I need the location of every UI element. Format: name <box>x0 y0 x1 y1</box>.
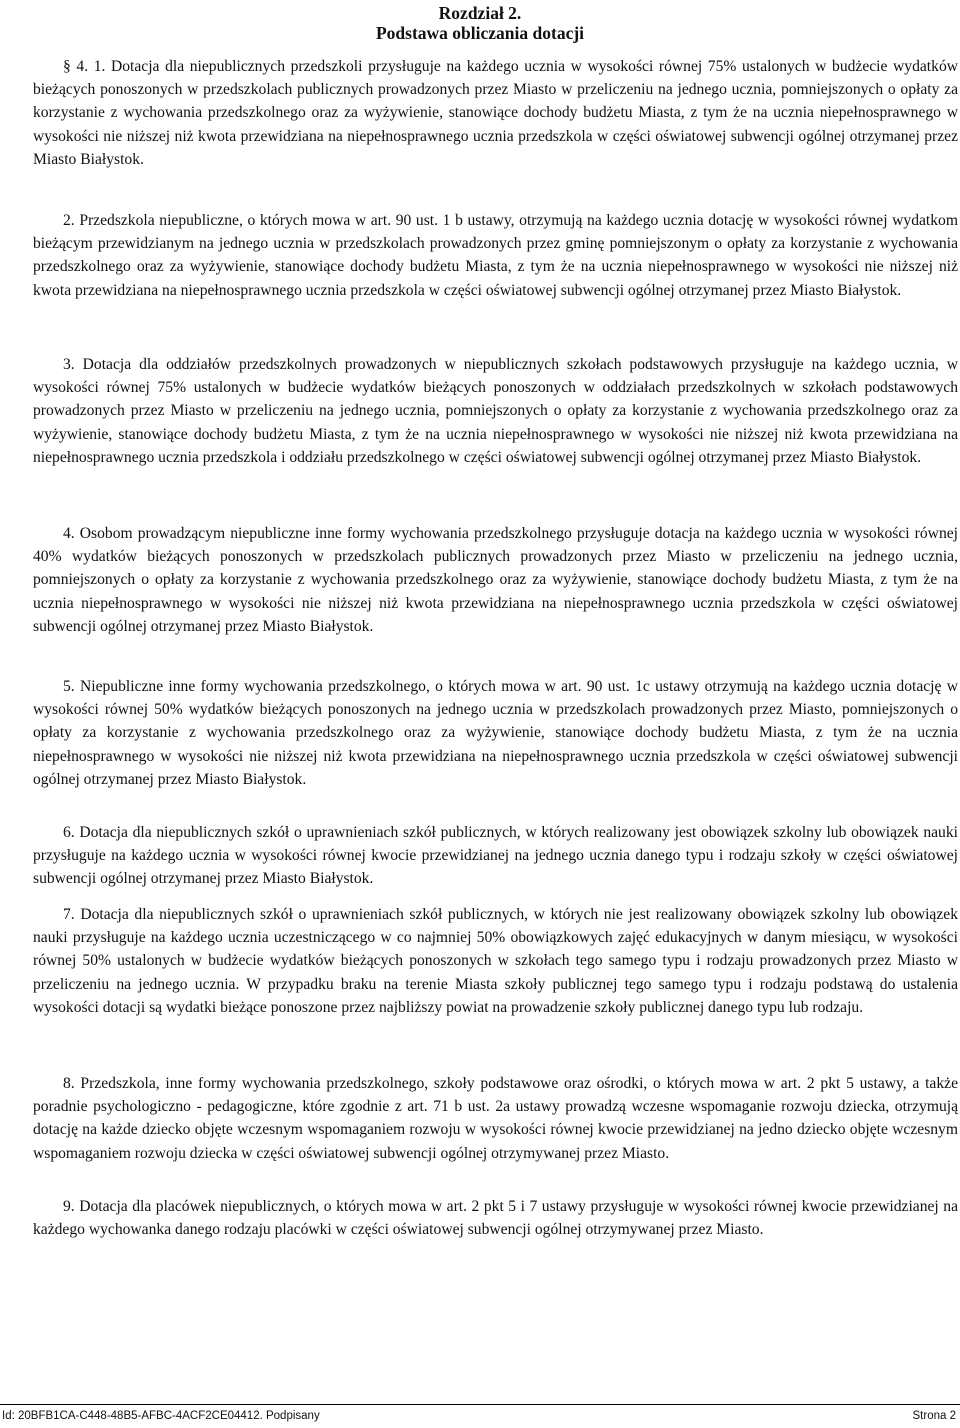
paragraph-8: 8. Przedszkola, inne formy wychowania przedszkolnego, szkoły podstawowe oraz ośrodki, o których mowa w art. 2 pkt 5 ustawy, a także poradnie psychologiczno - pedagogiczne, które zgodnie z art. 71 b ust. 2a ustawy prowadzą wczesne wspomaganie rozwoju dziecka, otrzymują dotację na każde dziecko objęte wczesnym wspomaganiem rozwoju w wysokości równej kwocie przewidzianej na jedno dziecko objęte wczesnym wspomaganiem rozwoju dziecka w części oświatowej subwencji ogólnej otrzymywanej przez Miasto. <box>33 1075 958 1162</box>
paragraph-7: 7. Dotacja dla niepublicznych szkół o uprawnieniach szkół publicznych, w których nie jest realizowany obowiązek szkolny lub obowiązek nauki przysługuje na każdego ucznia uczestniczącego w co najmniej 50% obowiązkowych zajęć edukacyjnych w danym miesiącu, w wysokości równej 50% ustalonych w budżecie wydatków bieżących ponoszonych w szkołach tego samego typu i rodzaju prowadzonych przez Miasto w przeliczeniu na jednego ucznia. W przypadku braku na terenie Miasta szkoły publicznej tego samego typu i rodzaju podstawą do ustalenia wysokości dotacji są wydatki bieżące ponoszone przez najbliższy powiat na prowadzenie szkoły publicznej danego typu lub rodzaju. <box>33 906 958 1016</box>
paragraph-4: 4. Osobom prowadzącym niepubliczne inne formy wychowania przedszkolnego przysługuje dotacja na każdego ucznia w wysokości równej 40% wydatków bieżących ponoszonych w przedszkolach publicznych prowadzonych przez Miasto w przeliczeniu na jednego ucznia, pomniejszonych o opłaty za korzystanie z wychowania przedszkolnego oraz za wyżywienie, stanowiące dochody budżetu Miasta, z tym że na ucznia niepełnosprawnego w wysokości nie niższej niż kwota przewidziana na niepełnosprawnego ucznia przedszkola w części oświatowej subwencji ogólnej otrzymanej przez Miasto Białystok. <box>33 525 958 635</box>
chapter-heading: Rozdział 2. <box>438 3 522 23</box>
paragraph-2: 2. Przedszkola niepubliczne, o których mowa w art. 90 ust. 1 b ustawy, otrzymują na każdego ucznia dotację w wysokości równej wydatkom bieżącym przewidzianym na jednego ucznia w przedszkolach prowadzonych przez gminę pomniejszonym o opłaty za korzystanie z wychowania przedszkolnego oraz za wyżywienie, stanowiące dochody budżetu Miasta, z tym że na ucznia niepełnosprawnego w wysokości nie niższej niż kwota przewidziana na niepełnosprawnego ucznia przedszkola w części oświatowej subwencji ogólnej otrzymanej przez Miasto Białystok. <box>33 212 958 299</box>
footer-divider <box>0 1404 960 1405</box>
paragraph-5: 5. Niepubliczne inne formy wychowania przedszkolnego, o których mowa w art. 90 ust. 1c ustawy otrzymują na każdego ucznia dotację w wysokości równej 50% wydatków bieżących ponoszonych na jednego ucznia w przedszkolach prowadzonych przez Miasto, pomniejszonych o opłaty za korzystanie z wychowania przedszkolnego oraz za wyżywienie, stanowiące dochody budżetu Miasta, z tym że na ucznia niepełnosprawnego w wysokości nie niższej niż kwota przewidziana na niepełnosprawnego ucznia przedszkola w części oświatowej subwencji ogólnej otrzymanej przez Miasto Białystok. <box>33 678 958 788</box>
paragraph-6: 6. Dotacja dla niepublicznych szkół o uprawnieniach szkół publicznych, w których realizowany jest obowiązek szkolny lub obowiązek nauki przysługuje na każdego ucznia w wysokości równej kwocie przewidzianej na jednego ucznia danego typu i rodzaju szkoły w części oświatowej subwencji ogólnej otrzymanej przez Miasto Białystok. <box>33 824 958 888</box>
paragraph-1: § 4. 1. Dotacja dla niepublicznych przedszkoli przysługuje na każdego ucznia w wysokości równej 75% ustalonych w budżecie wydatków bieżących ponoszonych w przedszkolach publicznych prowadzonych przez Miasto w przeliczeniu na jednego ucznia, pomniejszonych o opłaty za korzystanie z wychowania przedszkolnego oraz za wyżywienie, stanowiące dochody budżetu Miasta, z tym że na ucznia niepełnosprawnego w wysokości nie niższej niż kwota przewidziana na niepełnosprawnego ucznia przedszkola w części oświatowej subwencji ogólnej otrzymanej przez Miasto Białystok. <box>33 58 958 168</box>
document-id: Id: 20BFB1CA-C448-48B5-AFBC-4ACF2CE04412. Podpisany <box>2 1410 320 1422</box>
page-number: Strona 2 <box>912 1410 956 1422</box>
paragraph-9: 9. Dotacja dla placówek niepublicznych, o których mowa w art. 2 pkt 5 i 7 ustawy przysługuje w wysokości równej kwocie przewidzianej na każdego wychowanka danego rodzaju placówki w części oświatowej subwencji ogólnej otrzymywanej przez Miasto. <box>33 1198 958 1239</box>
chapter-title: Podstawa obliczania dotacji <box>375 23 585 43</box>
paragraph-3: 3. Dotacja dla oddziałów przedszkolnych prowadzonych w niepublicznych szkołach podstawowych przysługuje na każdego ucznia, w wysokości równej 75% ustalonych w budżecie wydatków bieżących ponoszonych w oddziałach przedszkolnych w szkołach podstawowych prowadzonych przez Miasto w przeliczeniu na jednego ucznia, pomniejszonych o opłaty za korzystanie z wychowania przedszkolnego oraz za wyżywienie, stanowiące dochody budżetu Miasta, z tym że na ucznia niepełnosprawnego w wysokości nie niższej niż kwota przewidziana na niepełnosprawnego ucznia przedszkola i oddziału przedszkolnego w części oświatowej subwencji ogólnej otrzymanej przez Miasto Białystok. <box>33 356 958 466</box>
